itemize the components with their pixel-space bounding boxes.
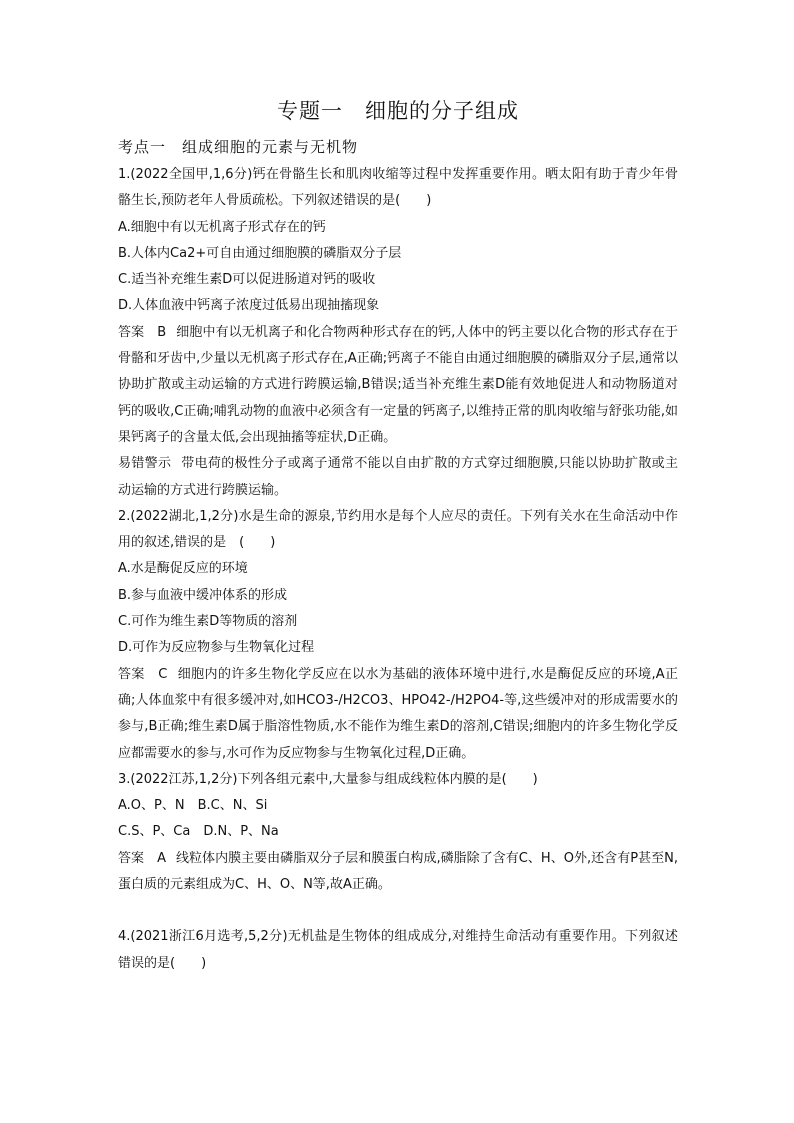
options-line-2: C.S、P、Ca D.N、P、Na xyxy=(118,824,279,840)
answer-label: 答案 A xyxy=(118,850,166,866)
question-stem: 3.(2022江苏,1,2分)下列各组元素中,大量参与组成线粒体内膜的是( ) xyxy=(118,771,538,787)
question-stem: 2.(2022湖北,1,2分)水是生命的源泉,节约用水是每个人应尽的责任。下列有关水在生命活动中作用的叙述,错误的是 ( ) xyxy=(118,508,678,551)
question-4 xyxy=(118,924,678,977)
question-1 xyxy=(118,162,678,504)
warning-text: 带电荷的极性分子或离子通常不能以自由扩散的方式穿过细胞膜,只能以协助扩散或主动运输的方式进行跨膜运输。 xyxy=(118,456,678,498)
page-title: 专题一 细胞的分子组成 xyxy=(277,99,519,123)
answer-text: 细胞内的许多生物化学反应在以水为基础的液体环境中进行,水是酶促反应的环境,A正确;人体血浆中有很多缓冲对,如HCO3-/H2CO3、HPO42-/H2PO4-等,这些缓冲对的形成需要水的参与,B正确;维生素D属于脂溶性物质,水不能作为维生素D的溶剂,C错误;细胞内的许多生物化学反应都需要水的参与,水可作为反应物参与生物氧化过程,D正确。 xyxy=(118,666,678,761)
question-stem: 4.(2021浙江6月选考,5,2分)无机盐是生物体的组成成分,对维持生命活动有重要作用。下列叙述错误的是( ) xyxy=(118,929,678,971)
answer-explanation xyxy=(118,662,678,767)
answer-text: 细胞中有以无机离子和化合物两种形式存在的钙,人体中的钙主要以化合物的形式存在于骨骼和牙齿中,少量以无机离子形式存在,A正确;钙离子不能自由通过细胞膜的磷脂双分子层,通常以协助扩散或主动运输的方式进行跨膜运输,B错误;适当补充维生素D能有效地促进人和动物肠道对钙的吸收,C正确;哺乳动物的血液中必须含有一定量的钙离子,以维持正常的肌肉收缩与舒张功能,如果钙离子的含量太低,会出现抽搐等症状,D正确。 xyxy=(118,324,678,445)
document-page xyxy=(118,96,678,977)
option-d: D.可作为反应物参与生物氧化过程 xyxy=(118,640,315,656)
answer-label: 答案 B xyxy=(118,324,167,340)
answer-explanation xyxy=(118,846,678,899)
answer-explanation xyxy=(118,320,678,451)
answer-label: 答案 C xyxy=(118,666,168,682)
answer-text: 线粒体内膜主要由磷脂双分子层和膜蛋白构成,磷脂除了含有C、H、O外,还含有P甚至N,蛋白质的元素组成为C、H、O、N等,故A正确。 xyxy=(118,850,678,893)
options-line-1: A.O、P、N B.C、N、Si xyxy=(118,798,268,814)
question-2 xyxy=(118,504,678,767)
section-heading: 考点一 组成细胞的元素与无机物 xyxy=(118,138,359,156)
option-d: D.人体血液中钙离子浓度过低易出现抽搐现象 xyxy=(118,298,380,314)
question-3 xyxy=(118,767,678,898)
option-c: C.适当补充维生素D可以促进肠道对钙的吸收 xyxy=(118,272,376,288)
option-c: C.可作为维生素D等物质的溶剂 xyxy=(118,614,298,630)
option-a: A.水是酶促反应的环境 xyxy=(118,561,248,577)
error-warning xyxy=(118,451,678,504)
option-b: B.人体内Ca2+可自由通过细胞膜的磷脂双分子层 xyxy=(118,245,402,261)
warning-label: 易错警示 xyxy=(118,456,172,472)
option-a: A.细胞中有以无机离子形式存在的钙 xyxy=(118,219,326,235)
question-stem: 1.(2022全国甲,1,6分)钙在骨骼生长和肌肉收缩等过程中发挥重要作用。晒太阳有助于青少年骨骼生长,预防老年人骨质疏松。下列叙述错误的是( ) xyxy=(118,167,678,209)
option-b: B.参与血液中缓冲体系的形成 xyxy=(118,587,288,603)
